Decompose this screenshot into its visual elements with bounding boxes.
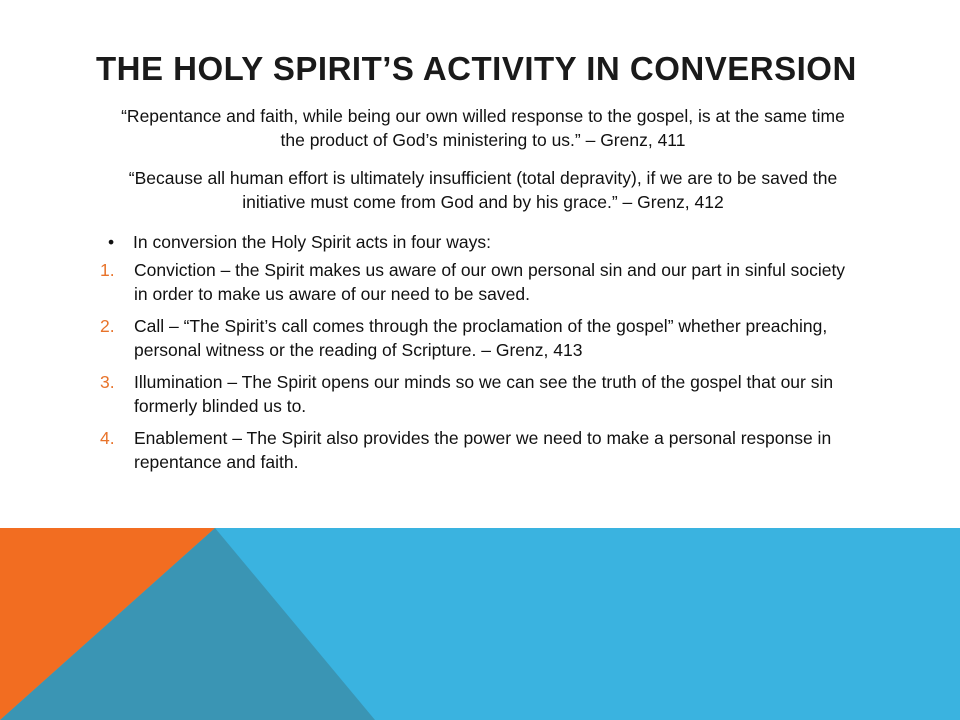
list-text: Illumination – The Spirit opens our minds so we can see the truth of the gospel that our sin formerly blinded us to. bbox=[134, 372, 834, 416]
slide-title: THE HOLY SPIRIT’S ACTIVITY IN CONVERSION bbox=[96, 50, 857, 87]
list-number: 1. bbox=[100, 260, 115, 280]
intro-text: In conversion the Holy Spirit acts in four ways: bbox=[133, 232, 491, 252]
list-text: Call – “The Spirit’s call comes through the proclamation of the gospel” whether preaching, personal witness or the reading of Scripture. – Grenz, 413 bbox=[134, 316, 828, 360]
list-item-call bbox=[100, 314, 860, 362]
list-number: 3. bbox=[100, 372, 115, 392]
list-item-conviction bbox=[100, 258, 860, 306]
intro-line bbox=[108, 230, 868, 254]
list-item-illumination bbox=[100, 370, 860, 418]
quote-effort: “Because all human effort is ultimately insufficient (total depravity), if we are to be saved the initiative must come from God and by his grace.” – Grenz, 412 bbox=[128, 168, 838, 212]
quote-repentance: “Repentance and faith, while being our own willed response to the gospel, is at the same time the product of God’s ministering to us.” – Grenz, 411 bbox=[121, 106, 845, 150]
list-text: Conviction – the Spirit makes us aware of our own personal sin and our part in sinful society in order to make us aware of our need to be saved. bbox=[134, 260, 846, 304]
decorative-footer-band bbox=[0, 528, 960, 720]
list-item-enablement bbox=[100, 426, 860, 474]
bullet-marker: • bbox=[108, 232, 115, 252]
conversion-list bbox=[100, 258, 860, 482]
list-number: 4. bbox=[100, 428, 115, 448]
list-text: Enablement – The Spirit also provides the power we need to make a personal response in repentance and faith. bbox=[134, 428, 832, 472]
list-number: 2. bbox=[100, 316, 115, 336]
